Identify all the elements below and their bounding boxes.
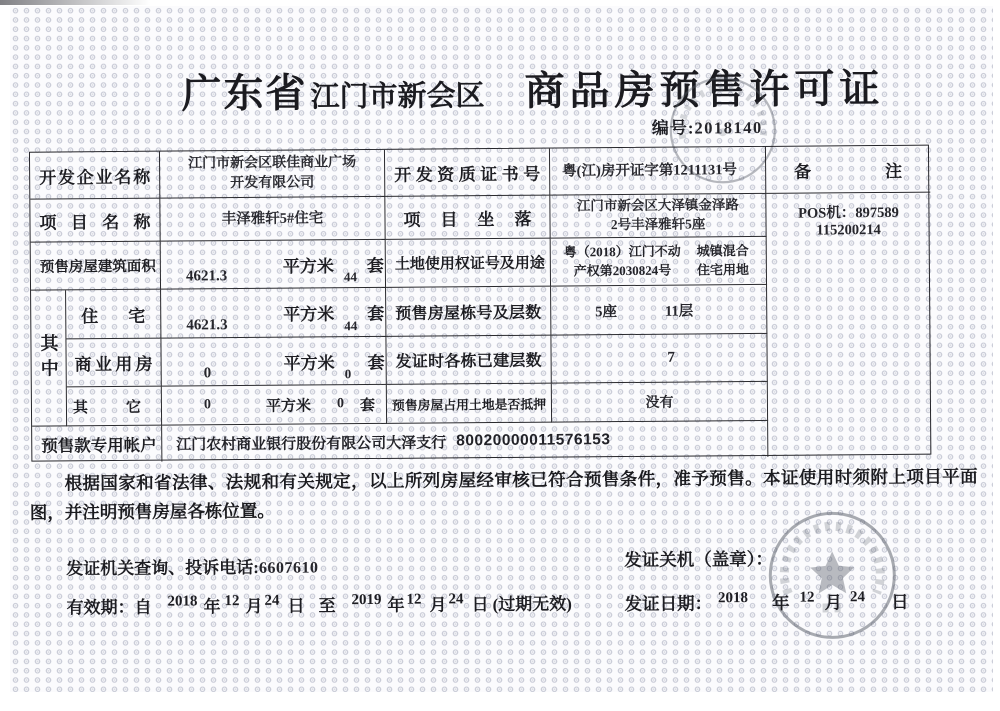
cell-among-label: 其中 xyxy=(31,290,67,426)
issuer-seal-label: 发证关机（盖章）： xyxy=(624,548,774,571)
valid-to-month: 12 xyxy=(406,591,422,608)
document-title xyxy=(181,57,884,120)
cell-commercial-label: 商业用房 xyxy=(66,339,161,388)
cell-account-value xyxy=(162,421,768,462)
cell-dev-name-label: 开发企业名称 xyxy=(30,152,160,200)
location-line2: 2号丰泽雅轩5座 xyxy=(610,216,706,233)
month-char: 月 xyxy=(245,596,263,617)
title-main: 商品房预售许可证 xyxy=(524,65,885,114)
title-district: 江门市新会区 xyxy=(310,80,485,114)
issue-year: 2018 xyxy=(717,590,749,607)
unit-tao: 套 xyxy=(359,397,376,414)
year-char: 年 xyxy=(203,597,221,617)
month-char: 月 xyxy=(824,592,843,613)
pos-machine-line2: 115200214 xyxy=(816,222,881,239)
other-unit-count: 0 xyxy=(336,396,345,412)
validity-line xyxy=(66,589,572,618)
day-char: 日 xyxy=(890,591,909,612)
year-char: 年 xyxy=(771,592,790,613)
cell-residential-value xyxy=(161,288,386,339)
commercial-area-number: 0 xyxy=(203,365,212,382)
cell-other-label: 其它 xyxy=(67,387,162,427)
unit-sqm: 平方米 xyxy=(282,256,334,276)
cell-commercial-value xyxy=(161,337,386,387)
expiry-note: (过期无效) xyxy=(492,594,572,615)
cell-presale-area-value xyxy=(161,240,386,290)
cell-dev-cert-value: 粤(江)房开证字第1211131号 xyxy=(550,147,766,196)
unit-tao: 套 xyxy=(367,352,385,373)
residential-area-number: 4621.3 xyxy=(186,317,228,334)
presale-area-number: 4621.3 xyxy=(185,268,228,285)
valid-from-month: 12 xyxy=(224,593,240,610)
cell-account-label: 预售款专用帐户 xyxy=(32,426,162,463)
pos-machine-line1: POS机：897589 xyxy=(798,204,899,222)
inquiry-phone-line xyxy=(66,552,318,579)
official-seal xyxy=(764,507,901,644)
valid-to-day: 24 xyxy=(448,591,464,608)
permit-table xyxy=(29,145,931,462)
unit-tao: 套 xyxy=(367,304,385,324)
serial-label: 编号: xyxy=(651,118,695,138)
dev-name-line1: 江门市新会区联佳商业广场 xyxy=(188,155,357,172)
commercial-unit-count: 0 xyxy=(344,366,352,382)
residential-unit-count: 44 xyxy=(344,318,358,334)
account-number: 80020000011576153 xyxy=(456,431,611,450)
phone-number: 6607610 xyxy=(258,559,319,577)
day-char: 日 xyxy=(287,596,305,616)
cell-block-floor-value xyxy=(551,285,767,336)
validity-prefix: 有效期：自 xyxy=(66,597,152,618)
phone-label: 发证机关查询、投诉电话: xyxy=(66,557,259,579)
floor-number: 11层 xyxy=(664,302,694,320)
cell-dev-name-value xyxy=(160,150,385,199)
valid-from-day: 24 xyxy=(264,592,280,609)
cell-remark-body xyxy=(766,193,932,457)
serial-number: 2018140 xyxy=(694,117,763,138)
presale-unit-count: 44 xyxy=(343,269,358,285)
land-use-line1: 城镇混合 xyxy=(696,242,749,259)
unit-tao: 套 xyxy=(366,255,384,276)
account-bank-name: 江门农村商业银行股份有限公司大泽支行 xyxy=(176,434,447,454)
unit-sqm: 平方米 xyxy=(265,397,312,415)
cell-mortgage-value xyxy=(552,382,768,423)
issue-day: 24 xyxy=(849,589,866,606)
mortgage-answer: 没有 xyxy=(645,395,674,411)
cell-project-name-value: 丰泽雅轩5#住宅 xyxy=(160,197,385,242)
day-char: 日 xyxy=(471,595,489,615)
cell-mortgage-label: 预售房屋占用土地是否抵押 xyxy=(387,384,552,424)
other-area-number: 0 xyxy=(203,397,212,413)
cell-residential-label: 住宅 xyxy=(66,290,161,340)
issue-month: 12 xyxy=(799,589,815,606)
location-line1: 江门市新会区大泽镇金泽路 xyxy=(576,197,739,214)
cell-remark-header: 备注 xyxy=(766,146,930,194)
valid-from-year: 2018 xyxy=(167,593,198,610)
approval-note: 根据国家和省法律、法规和有关规定，以上所列房屋经审核已符合预售条件，准予预售。本证使用时须附上项目平面图，并注明预售房屋各栋位置。 xyxy=(29,466,978,523)
seal-star-icon xyxy=(810,551,854,593)
land-use-line2: 住宅用地 xyxy=(696,261,749,277)
issue-date-line xyxy=(624,589,908,616)
month-char: 月 xyxy=(429,595,447,615)
land-cert-line1: 粤（2018）江门不动 xyxy=(563,243,681,260)
cell-project-name-label: 项目名称 xyxy=(30,199,160,243)
cell-presale-area-label: 预售房屋建筑面积 xyxy=(31,242,161,291)
cell-dev-cert-label: 开发资质证书号 xyxy=(385,149,550,197)
unit-sqm: 平方米 xyxy=(283,304,335,325)
cell-location-label: 项目坐落 xyxy=(385,196,550,240)
built-floors-number: 7 xyxy=(667,349,675,366)
year-char: 年 xyxy=(387,595,405,615)
unit-sqm: 平方米 xyxy=(283,353,335,373)
to-word: 至 xyxy=(318,596,336,616)
valid-to-year: 2019 xyxy=(351,591,382,609)
block-number: 5座 xyxy=(595,303,618,320)
cell-location-value xyxy=(550,194,766,239)
land-cert-line2: 产权第2030824号 xyxy=(573,262,672,278)
dev-name-line2: 开发有限公司 xyxy=(230,175,315,192)
cell-built-floors-value xyxy=(551,334,767,384)
cell-built-floors-label: 发证时各栋已建层数 xyxy=(386,336,551,385)
title-province: 广东省 xyxy=(181,70,308,117)
cell-block-floor-label: 预售房屋栋号及层数 xyxy=(386,287,551,337)
cell-land-cert-value xyxy=(551,237,767,287)
cell-land-cert-label: 土地使用权证号及用途 xyxy=(386,239,551,288)
cell-other-value xyxy=(162,385,387,426)
issue-date-label: 发证日期： xyxy=(624,593,713,615)
